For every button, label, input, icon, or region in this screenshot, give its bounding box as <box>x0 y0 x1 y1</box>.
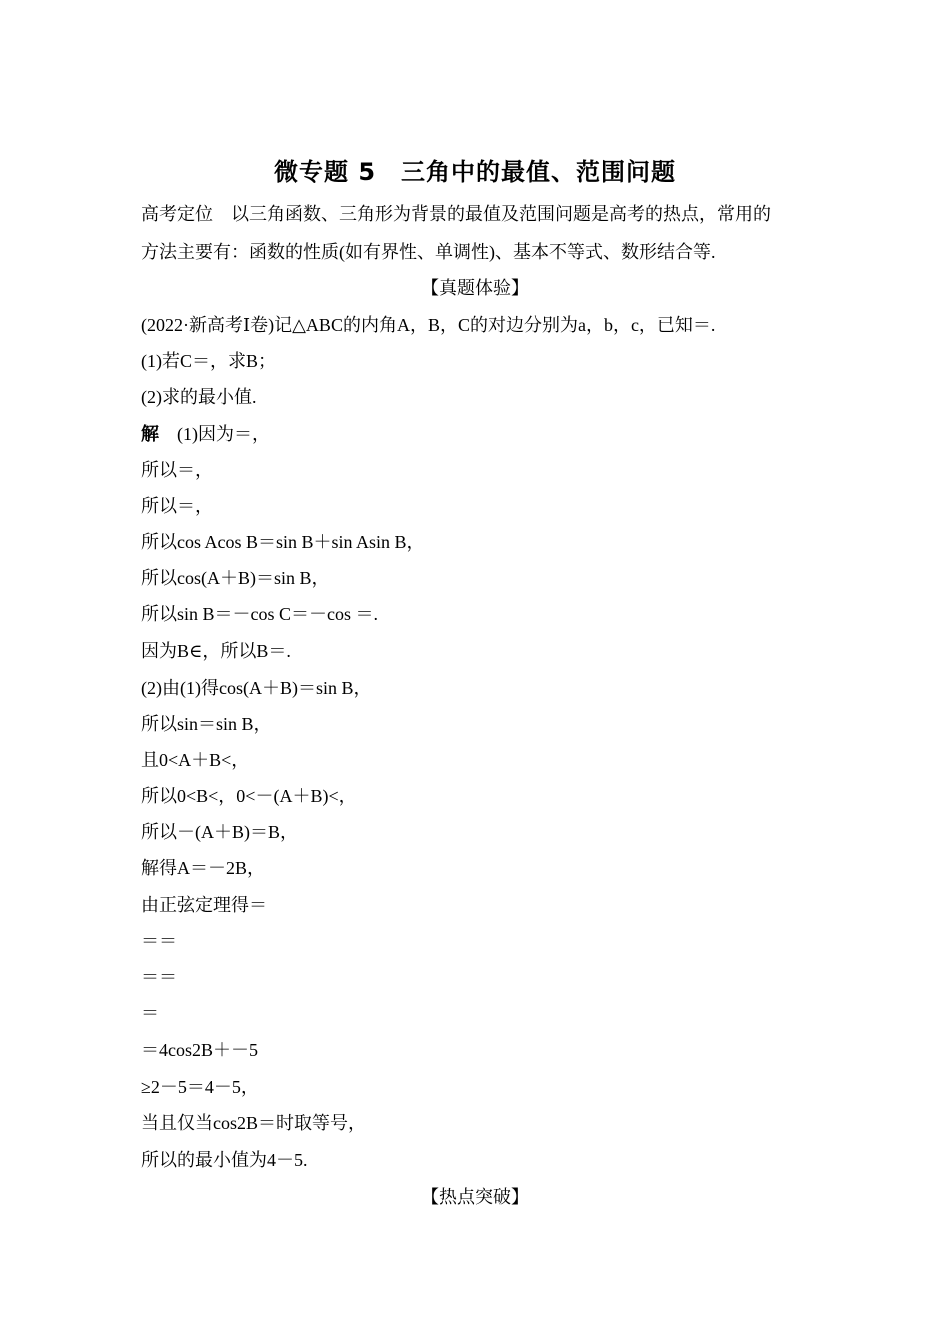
solution-label: 解 <box>141 424 159 444</box>
problem-question-1: (1)若C＝，求B； <box>141 351 276 371</box>
section-heading-real-exam: 【真题体验】 <box>421 278 529 298</box>
solution-line: 解得A＝－2B， <box>141 858 266 878</box>
solution-line: 当且仅当cos2B＝时取等号， <box>141 1113 366 1133</box>
solution-text: (1)因为＝， <box>177 424 270 444</box>
solution-line: 所以0<B<，0<－(A＋B)<， <box>141 786 357 806</box>
solution-line: 所以＝， <box>141 460 213 480</box>
solution-line: ≥2－5＝4－5， <box>141 1077 259 1097</box>
solution-line: 所以－(A＋B)＝B， <box>141 822 298 842</box>
solution-line: 所以cos Acos B＝sin B＋sin Asin B， <box>141 532 425 552</box>
solution-line: 所以＝， <box>141 496 213 516</box>
intro-line-2: 方法主要有：函数的性质(如有界性、单调性)、基本不等式、数形结合等. <box>141 242 716 262</box>
solution-line: 所以sin＝sin B， <box>141 714 272 734</box>
solution-line <box>141 420 270 446</box>
solution-line: 因为B∈，所以B＝. <box>141 641 291 661</box>
solution-line: 所以cos(A＋B)＝sin B， <box>141 568 330 588</box>
page-title: 微专题 5 三角中的最值、范围问题 <box>273 158 677 186</box>
solution-line: ＝4cos2B＋－5 <box>141 1040 258 1060</box>
intro-text-1: 以三角函数、三角形为背景的最值及范围问题是高考的热点，常用的 <box>231 204 771 224</box>
intro-label: 高考定位 <box>141 204 213 224</box>
solution-line: ＝＝ <box>141 967 177 987</box>
solution-line: ＝＝ <box>141 931 177 951</box>
problem-question-2: (2)求的最小值. <box>141 387 257 407</box>
section-heading-hot-topics: 【热点突破】 <box>421 1187 529 1207</box>
solution-line: 所以sin B＝－cos C＝－cos ＝. <box>141 604 379 624</box>
solution-line: 所以的最小值为4－5. <box>141 1150 308 1170</box>
solution-line: (2)由(1)得cos(A＋B)＝sin B， <box>141 678 372 698</box>
solution-line: ＝ <box>141 1003 159 1023</box>
solution-line: 由正弦定理得＝ <box>141 895 267 915</box>
intro-line-1 <box>141 200 771 226</box>
problem-stem: (2022·新高考Ⅰ卷)记△ABC的内角A，B，C的对边分别为a，b，c，已知＝. <box>141 315 716 335</box>
solution-line: 且0<A＋B<， <box>141 750 250 770</box>
